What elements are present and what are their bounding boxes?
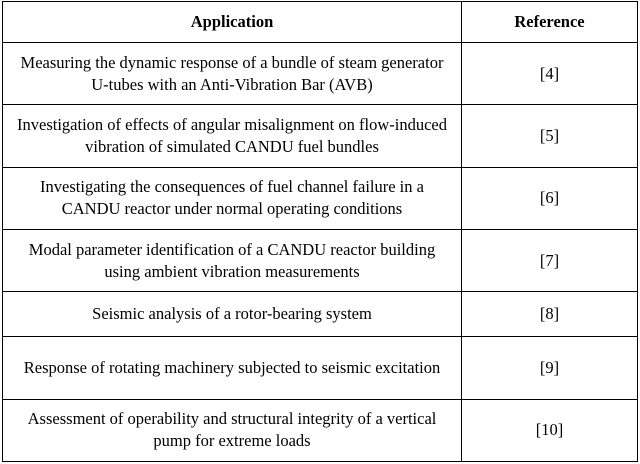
header-row bbox=[3, 2, 638, 43]
table-row bbox=[3, 292, 638, 337]
reference-cell: [9] bbox=[462, 337, 638, 399]
reference-cell: [7] bbox=[462, 230, 638, 292]
application-cell: Investigating the consequences of fuel channel failure in a CANDU reactor under normal operating conditions bbox=[3, 167, 462, 229]
applications-table bbox=[2, 1, 638, 462]
header-reference: Reference bbox=[462, 2, 638, 43]
application-cell: Seismic analysis of a rotor-bearing system bbox=[3, 292, 462, 337]
reference-cell: [8] bbox=[462, 292, 638, 337]
application-cell: Investigation of effects of angular misalignment on flow-induced vibration of simulated CANDU fuel bundles bbox=[3, 105, 462, 167]
application-cell: Measuring the dynamic response of a bundle of steam generator U-tubes with an Anti-Vibration Bar (AVB) bbox=[3, 43, 462, 105]
application-cell: Response of rotating machinery subjected to seismic excitation bbox=[3, 337, 462, 399]
reference-cell: [10] bbox=[462, 399, 638, 461]
table-row bbox=[3, 105, 638, 167]
table-row bbox=[3, 337, 638, 399]
application-cell: Modal parameter identification of a CANDU reactor building using ambient vibration measurements bbox=[3, 230, 462, 292]
reference-cell: [6] bbox=[462, 167, 638, 229]
application-cell: Assessment of operability and structural integrity of a vertical pump for extreme loads bbox=[3, 399, 462, 461]
table-row bbox=[3, 230, 638, 292]
header-application: Application bbox=[3, 2, 462, 43]
table-row bbox=[3, 167, 638, 229]
table-row bbox=[3, 43, 638, 105]
table-row bbox=[3, 399, 638, 461]
reference-cell: [5] bbox=[462, 105, 638, 167]
reference-cell: [4] bbox=[462, 43, 638, 105]
